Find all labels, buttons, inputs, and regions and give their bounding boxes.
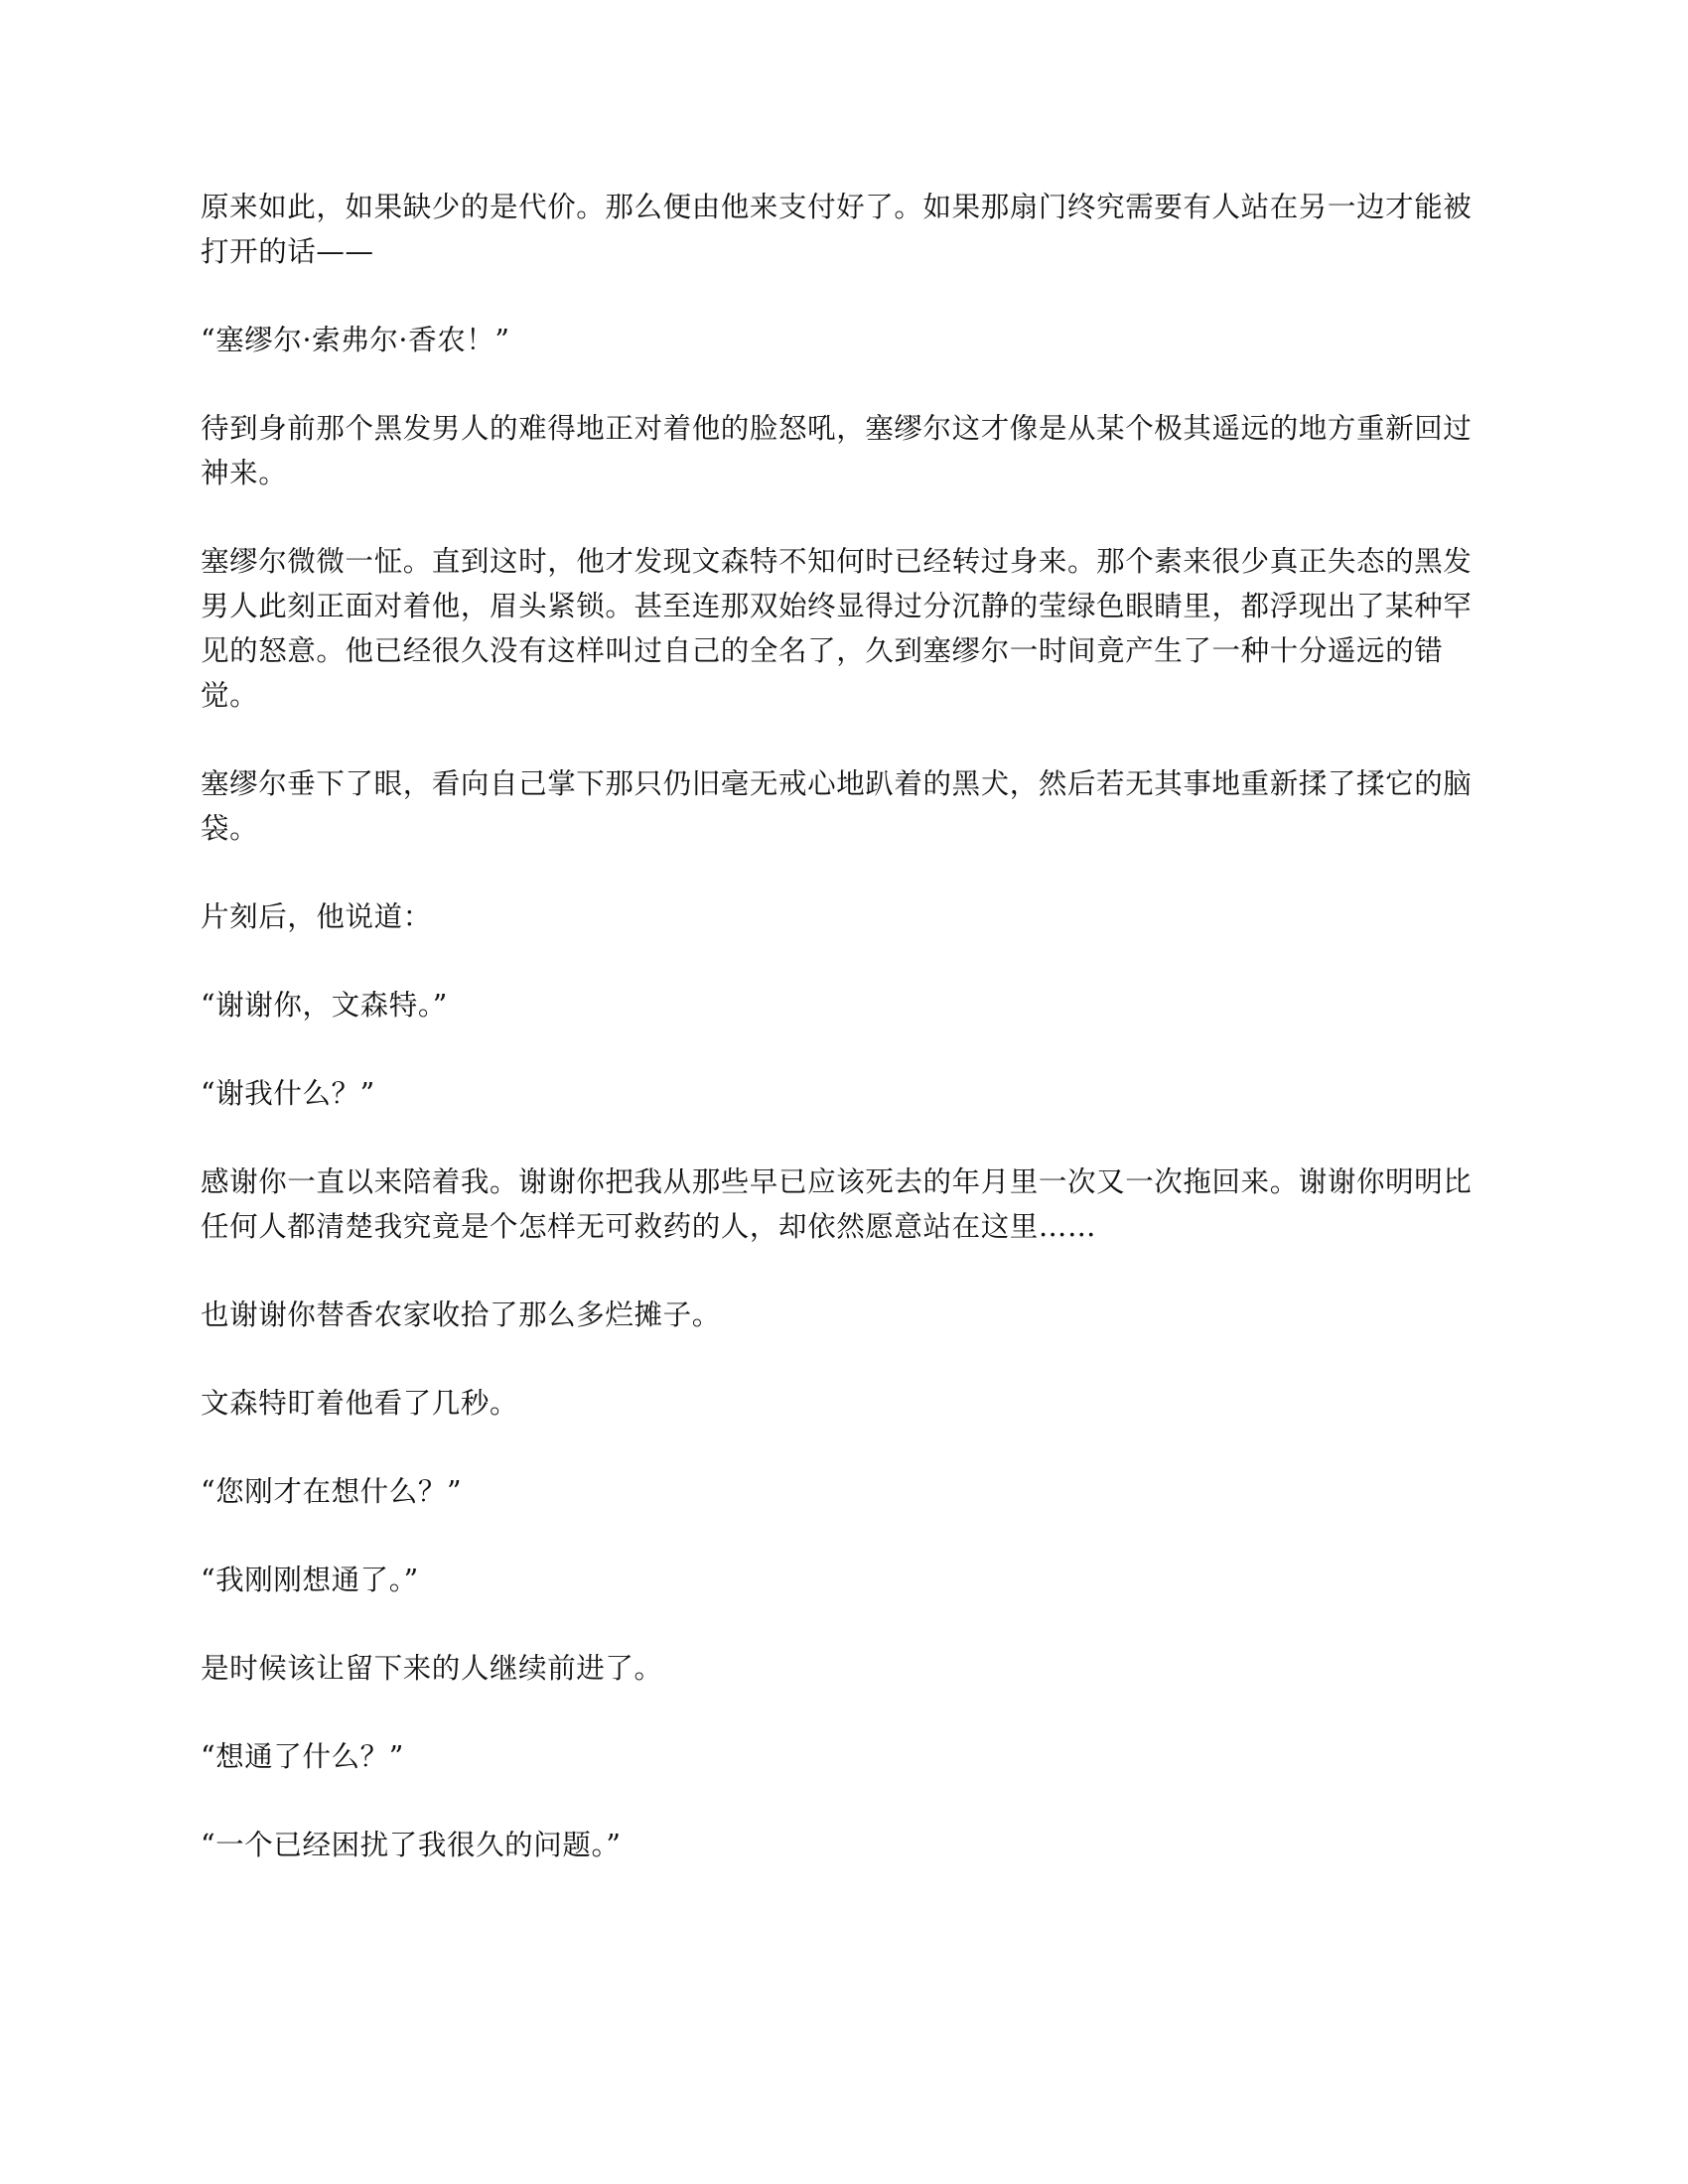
paragraph-12: “您刚才在想什么？” <box>201 1475 463 1508</box>
paragraph-15: “想通了什么？” <box>201 1740 404 1773</box>
paragraph-4: 塞缪尔微微一怔。直到这时，他才发现文森特不知何时已经转过身来。那个素来很少真正失态的黑发男人此刻正面对着他，眉头紧锁。甚至连那双始终显得过分沉静的莹绿色眼睛里，都浮现出了某种罕见的怒意。他已经很久没有这样叫过自己的全名了，久到塞缪尔一时间竟产生了一种十分遥远的错觉。 <box>201 545 1473 712</box>
paragraph-10: 也谢谢你替香农家收拾了那么多烂摊子。 <box>201 1298 721 1331</box>
paragraph-1: 原来如此，如果缺少的是代价。那么便由他来支付好了。如果那扇门终究需要有人站在另一边才能被打开的话—— <box>201 191 1473 268</box>
paragraph-16: “一个已经困扰了我很久的问题。” <box>201 1829 622 1861</box>
paragraph-14: 是时候该让留下来的人继续前进了。 <box>201 1652 663 1685</box>
paragraph-3: 待到身前那个黑发男人的难得地正对着他的脸怒吼，塞缪尔这才像是从某个极其遥远的地方重新回过神来。 <box>201 412 1473 489</box>
paragraph-9: 感谢你一直以来陪着我。谢谢你把我从那些早已应该死去的年月里一次又一次拖回来。谢谢你明明比任何人都清楚我究竟是个怎样无可救药的人，却依然愿意站在这里…… <box>201 1165 1473 1243</box>
paragraph-11: 文森特盯着他看了几秒。 <box>201 1387 519 1420</box>
paragraph-7: “谢谢你，文森特。” <box>201 989 448 1022</box>
paragraph-6: 片刻后，他说道： <box>201 900 432 933</box>
body-text <box>201 185 1491 1911</box>
paragraph-13: “我刚刚想通了。” <box>201 1564 419 1596</box>
paragraph-2: “塞缪尔·索弗尔·香农！” <box>201 324 510 356</box>
paragraph-8: “谢我什么？” <box>201 1077 375 1110</box>
paragraph-5: 塞缪尔垂下了眼，看向自己掌下那只仍旧毫无戒心地趴着的黑犬，然后若无其事地重新揉了揉它的脑袋。 <box>201 767 1473 845</box>
